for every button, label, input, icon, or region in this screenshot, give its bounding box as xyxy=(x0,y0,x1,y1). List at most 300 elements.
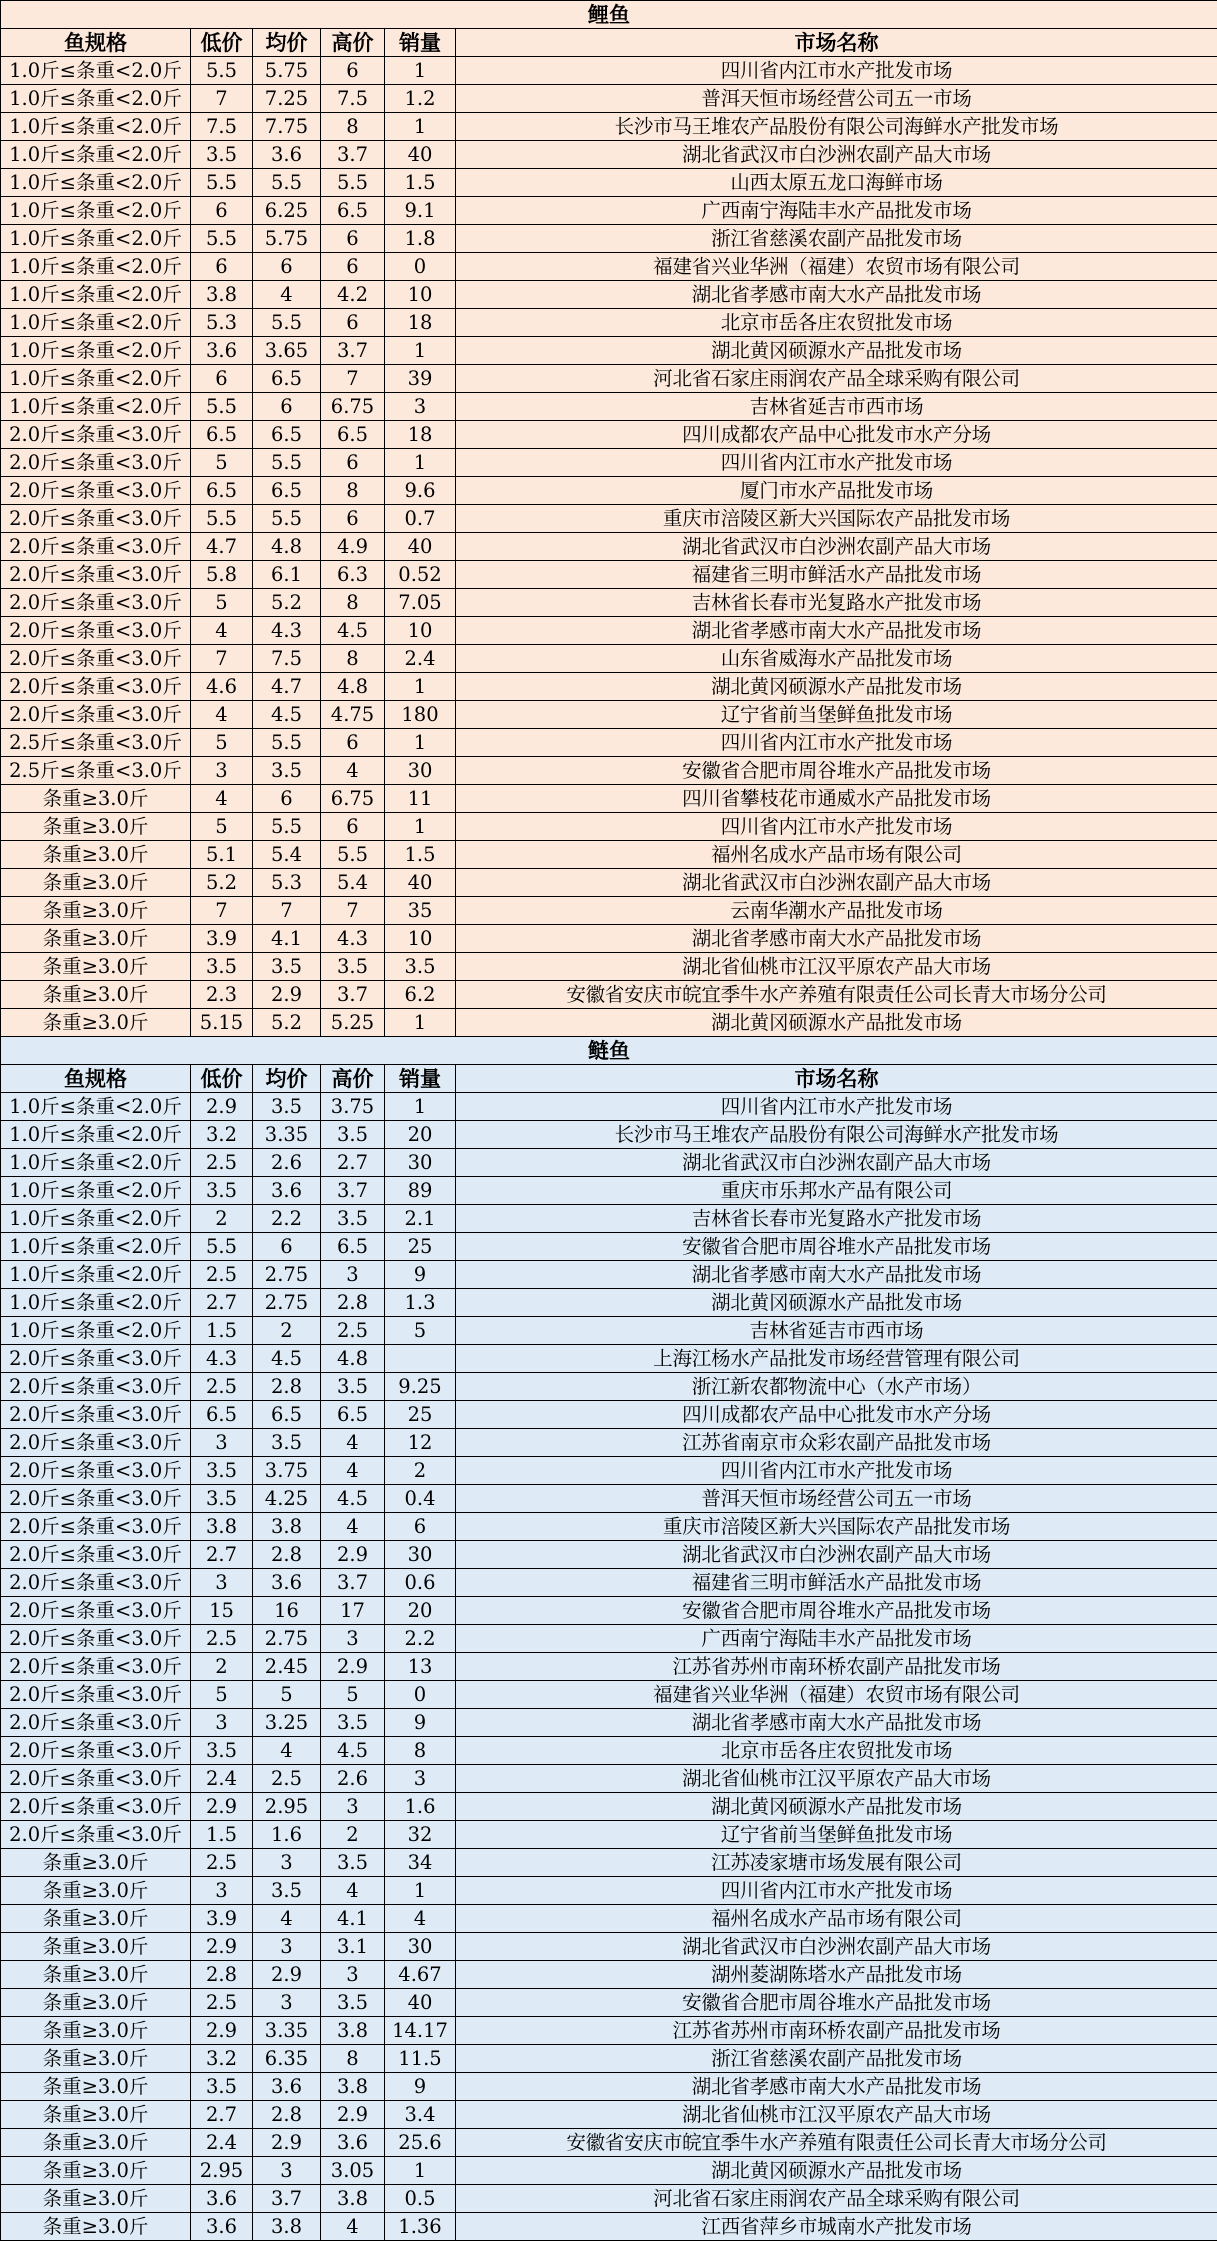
low-price-cell: 5 xyxy=(191,1681,253,1709)
table-row xyxy=(1,1989,1217,2017)
avg-price-cell: 4.1 xyxy=(253,925,321,953)
avg-price-cell: 4.5 xyxy=(253,701,321,729)
column-header: 鱼规格 xyxy=(1,29,191,57)
spec-cell: 2.5斤≤条重<3.0斤 xyxy=(1,757,191,785)
volume-cell: 1 xyxy=(385,1009,456,1037)
table-row xyxy=(1,2017,1217,2045)
volume-cell: 1.5 xyxy=(385,169,456,197)
table-row xyxy=(1,701,1217,729)
high-price-cell: 2 xyxy=(321,1821,385,1849)
market-cell: 湖北省仙桃市江汉平原农产品大市场 xyxy=(456,1765,1217,1793)
low-price-cell: 5.2 xyxy=(191,869,253,897)
low-price-cell: 5 xyxy=(191,449,253,477)
volume-cell: 2.2 xyxy=(385,1625,456,1653)
high-price-cell: 2.9 xyxy=(321,2101,385,2129)
high-price-cell: 3.5 xyxy=(321,1849,385,1877)
volume-cell: 40 xyxy=(385,869,456,897)
table-row xyxy=(1,673,1217,701)
avg-price-cell: 4.7 xyxy=(253,673,321,701)
low-price-cell: 6.5 xyxy=(191,477,253,505)
avg-price-cell: 3.6 xyxy=(253,2073,321,2101)
spec-cell: 2.0斤≤条重<3.0斤 xyxy=(1,1821,191,1849)
avg-price-cell: 6.25 xyxy=(253,197,321,225)
market-cell: 江西省萍乡市城南水产批发市场 xyxy=(456,2213,1217,2241)
volume-cell: 20 xyxy=(385,1597,456,1625)
table-row xyxy=(1,1681,1217,1709)
spec-cell: 2.0斤≤条重<3.0斤 xyxy=(1,1653,191,1681)
volume-cell: 0 xyxy=(385,1681,456,1709)
avg-price-cell: 3.5 xyxy=(253,1429,321,1457)
table-row xyxy=(1,2185,1217,2213)
low-price-cell: 2.4 xyxy=(191,1765,253,1793)
table-row xyxy=(1,1317,1217,1345)
low-price-cell: 2.5 xyxy=(191,1261,253,1289)
avg-price-cell: 7.75 xyxy=(253,113,321,141)
market-cell: 重庆市涪陵区新大兴国际农产品批发市场 xyxy=(456,505,1217,533)
avg-price-cell: 5.5 xyxy=(253,729,321,757)
high-price-cell: 4 xyxy=(321,757,385,785)
table-row xyxy=(1,757,1217,785)
high-price-cell: 3.6 xyxy=(321,2129,385,2157)
market-cell: 湖北省仙桃市江汉平原农产品大市场 xyxy=(456,2101,1217,2129)
avg-price-cell: 2.6 xyxy=(253,1149,321,1177)
low-price-cell: 2.9 xyxy=(191,1093,253,1121)
spec-cell: 条重≥3.0斤 xyxy=(1,1933,191,1961)
volume-cell xyxy=(385,1345,456,1373)
table-row xyxy=(1,57,1217,85)
high-price-cell: 6 xyxy=(321,729,385,757)
low-price-cell: 3 xyxy=(191,1569,253,1597)
table-row xyxy=(1,309,1217,337)
volume-cell: 0 xyxy=(385,253,456,281)
table-row xyxy=(1,1121,1217,1149)
section-title-row xyxy=(1,1037,1217,1065)
market-cell: 浙江省慈溪农副产品批发市场 xyxy=(456,2045,1217,2073)
spec-cell: 条重≥3.0斤 xyxy=(1,869,191,897)
volume-cell: 25.6 xyxy=(385,2129,456,2157)
table-row xyxy=(1,1597,1217,1625)
table-row xyxy=(1,1765,1217,1793)
high-price-cell: 4.2 xyxy=(321,281,385,309)
column-header: 销量 xyxy=(385,29,456,57)
low-price-cell: 3.9 xyxy=(191,1905,253,1933)
market-cell: 江苏凌家塘市场发展有限公司 xyxy=(456,1849,1217,1877)
column-header: 市场名称 xyxy=(456,1065,1217,1093)
column-header: 市场名称 xyxy=(456,29,1217,57)
high-price-cell: 5 xyxy=(321,1681,385,1709)
volume-cell: 3.4 xyxy=(385,2101,456,2129)
volume-cell: 40 xyxy=(385,141,456,169)
spec-cell: 2.0斤≤条重<3.0斤 xyxy=(1,1737,191,1765)
avg-price-cell: 6.1 xyxy=(253,561,321,589)
market-cell: 安徽省安庆市皖宜季牛水产养殖有限责任公司长青大市场分公司 xyxy=(456,2129,1217,2157)
spec-cell: 条重≥3.0斤 xyxy=(1,1877,191,1905)
volume-cell: 2.1 xyxy=(385,1205,456,1233)
market-cell: 福建省兴业华洲（福建）农贸市场有限公司 xyxy=(456,1681,1217,1709)
volume-cell: 1 xyxy=(385,1877,456,1905)
high-price-cell: 3.7 xyxy=(321,981,385,1009)
volume-cell: 30 xyxy=(385,757,456,785)
spec-cell: 1.0斤≤条重<2.0斤 xyxy=(1,1093,191,1121)
table-row xyxy=(1,1177,1217,1205)
market-cell: 四川省内江市水产批发市场 xyxy=(456,729,1217,757)
price-table-body xyxy=(1,1,1217,2241)
market-cell: 北京市岳各庄农贸批发市场 xyxy=(456,1737,1217,1765)
table-row xyxy=(1,2101,1217,2129)
high-price-cell: 3.1 xyxy=(321,1933,385,1961)
high-price-cell: 3.5 xyxy=(321,1205,385,1233)
column-header: 低价 xyxy=(191,1065,253,1093)
avg-price-cell: 5.5 xyxy=(253,449,321,477)
high-price-cell: 3.75 xyxy=(321,1093,385,1121)
spec-cell: 1.0斤≤条重<2.0斤 xyxy=(1,141,191,169)
low-price-cell: 1.5 xyxy=(191,1317,253,1345)
high-price-cell: 2.6 xyxy=(321,1765,385,1793)
avg-price-cell: 6 xyxy=(253,1233,321,1261)
avg-price-cell: 3.75 xyxy=(253,1457,321,1485)
low-price-cell: 2.5 xyxy=(191,1625,253,1653)
table-row xyxy=(1,841,1217,869)
high-price-cell: 6 xyxy=(321,309,385,337)
avg-price-cell: 5.2 xyxy=(253,589,321,617)
market-cell: 山东省威海水产品批发市场 xyxy=(456,645,1217,673)
volume-cell: 0.5 xyxy=(385,2185,456,2213)
spec-cell: 2.0斤≤条重<3.0斤 xyxy=(1,1485,191,1513)
table-row xyxy=(1,365,1217,393)
table-row xyxy=(1,1877,1217,1905)
high-price-cell: 4.75 xyxy=(321,701,385,729)
spec-cell: 条重≥3.0斤 xyxy=(1,1905,191,1933)
market-cell: 浙江省慈溪农副产品批发市场 xyxy=(456,225,1217,253)
volume-cell: 1.8 xyxy=(385,225,456,253)
high-price-cell: 3.8 xyxy=(321,2073,385,2101)
low-price-cell: 2.5 xyxy=(191,1849,253,1877)
spec-cell: 1.0斤≤条重<2.0斤 xyxy=(1,57,191,85)
avg-price-cell: 2.45 xyxy=(253,1653,321,1681)
high-price-cell: 3.5 xyxy=(321,1709,385,1737)
table-row xyxy=(1,981,1217,1009)
low-price-cell: 2.4 xyxy=(191,2129,253,2157)
volume-cell: 6.2 xyxy=(385,981,456,1009)
table-row xyxy=(1,253,1217,281)
market-cell: 吉林省延吉市西市场 xyxy=(456,393,1217,421)
table-row xyxy=(1,1009,1217,1037)
table-row xyxy=(1,1737,1217,1765)
avg-price-cell: 2.75 xyxy=(253,1289,321,1317)
table-row xyxy=(1,1849,1217,1877)
low-price-cell: 2.9 xyxy=(191,2017,253,2045)
low-price-cell: 3 xyxy=(191,757,253,785)
avg-price-cell: 5.75 xyxy=(253,225,321,253)
high-price-cell: 4.5 xyxy=(321,1737,385,1765)
volume-cell: 9.1 xyxy=(385,197,456,225)
spec-cell: 条重≥3.0斤 xyxy=(1,2213,191,2241)
high-price-cell: 3 xyxy=(321,1961,385,1989)
high-price-cell: 6 xyxy=(321,449,385,477)
avg-price-cell: 5 xyxy=(253,1681,321,1709)
avg-price-cell: 5.3 xyxy=(253,869,321,897)
volume-cell: 1 xyxy=(385,2157,456,2185)
table-row xyxy=(1,1653,1217,1681)
volume-cell: 18 xyxy=(385,421,456,449)
market-cell: 湖北省仙桃市江汉平原农产品大市场 xyxy=(456,953,1217,981)
volume-cell: 1.3 xyxy=(385,1289,456,1317)
market-cell: 湖北省武汉市白沙洲农副产品大市场 xyxy=(456,1933,1217,1961)
high-price-cell: 7.5 xyxy=(321,85,385,113)
market-cell: 广西南宁海陆丰水产品批发市场 xyxy=(456,1625,1217,1653)
volume-cell: 7.05 xyxy=(385,589,456,617)
low-price-cell: 3 xyxy=(191,1877,253,1905)
avg-price-cell: 2.9 xyxy=(253,2129,321,2157)
column-header: 高价 xyxy=(321,1065,385,1093)
market-cell: 福州名成水产品市场有限公司 xyxy=(456,1905,1217,1933)
volume-cell: 1.2 xyxy=(385,85,456,113)
volume-cell: 30 xyxy=(385,1933,456,1961)
high-price-cell: 3.7 xyxy=(321,1569,385,1597)
section-title: 鲢鱼 xyxy=(1,1037,1217,1065)
market-cell: 河北省石家庄雨润农产品全球采购有限公司 xyxy=(456,365,1217,393)
high-price-cell: 6 xyxy=(321,225,385,253)
avg-price-cell: 4.8 xyxy=(253,533,321,561)
high-price-cell: 6.75 xyxy=(321,785,385,813)
avg-price-cell: 7.5 xyxy=(253,645,321,673)
avg-price-cell: 3 xyxy=(253,1849,321,1877)
column-header: 销量 xyxy=(385,1065,456,1093)
market-cell: 江苏省苏州市南环桥农副产品批发市场 xyxy=(456,2017,1217,2045)
low-price-cell: 5 xyxy=(191,729,253,757)
spec-cell: 条重≥3.0斤 xyxy=(1,2101,191,2129)
spec-cell: 2.0斤≤条重<3.0斤 xyxy=(1,1513,191,1541)
table-row xyxy=(1,2045,1217,2073)
table-row xyxy=(1,1961,1217,1989)
spec-cell: 2.0斤≤条重<3.0斤 xyxy=(1,1457,191,1485)
volume-cell: 30 xyxy=(385,1149,456,1177)
low-price-cell: 3.2 xyxy=(191,2045,253,2073)
market-cell: 湖北省孝感市南大水产品批发市场 xyxy=(456,1261,1217,1289)
high-price-cell: 6.5 xyxy=(321,421,385,449)
table-row xyxy=(1,1821,1217,1849)
spec-cell: 1.0斤≤条重<2.0斤 xyxy=(1,1261,191,1289)
volume-cell: 1 xyxy=(385,1093,456,1121)
market-cell: 福州名成水产品市场有限公司 xyxy=(456,841,1217,869)
market-cell: 厦门市水产品批发市场 xyxy=(456,477,1217,505)
spec-cell: 2.0斤≤条重<3.0斤 xyxy=(1,701,191,729)
high-price-cell: 6 xyxy=(321,813,385,841)
table-row xyxy=(1,953,1217,981)
market-cell: 湖北黄冈硕源水产品批发市场 xyxy=(456,1289,1217,1317)
high-price-cell: 2.7 xyxy=(321,1149,385,1177)
spec-cell: 1.0斤≤条重<2.0斤 xyxy=(1,253,191,281)
avg-price-cell: 3.5 xyxy=(253,1093,321,1121)
market-cell: 湖北省孝感市南大水产品批发市场 xyxy=(456,281,1217,309)
volume-cell: 40 xyxy=(385,1989,456,2017)
spec-cell: 2.5斤≤条重<3.0斤 xyxy=(1,729,191,757)
market-cell: 四川省攀枝花市通威水产品批发市场 xyxy=(456,785,1217,813)
table-row xyxy=(1,1401,1217,1429)
high-price-cell: 4 xyxy=(321,1457,385,1485)
volume-cell: 10 xyxy=(385,925,456,953)
avg-price-cell: 2 xyxy=(253,1317,321,1345)
table-row xyxy=(1,1569,1217,1597)
spec-cell: 2.0斤≤条重<3.0斤 xyxy=(1,589,191,617)
avg-price-cell: 6 xyxy=(253,785,321,813)
low-price-cell: 6 xyxy=(191,197,253,225)
table-row xyxy=(1,1093,1217,1121)
spec-cell: 1.0斤≤条重<2.0斤 xyxy=(1,113,191,141)
low-price-cell: 1.5 xyxy=(191,1821,253,1849)
spec-cell: 2.0斤≤条重<3.0斤 xyxy=(1,1681,191,1709)
avg-price-cell: 2.75 xyxy=(253,1261,321,1289)
high-price-cell: 5.5 xyxy=(321,841,385,869)
table-row xyxy=(1,1149,1217,1177)
high-price-cell: 6.5 xyxy=(321,197,385,225)
low-price-cell: 2.5 xyxy=(191,1373,253,1401)
table-row xyxy=(1,281,1217,309)
volume-cell: 1 xyxy=(385,673,456,701)
low-price-cell: 3.5 xyxy=(191,1737,253,1765)
low-price-cell: 5.5 xyxy=(191,169,253,197)
spec-cell: 1.0斤≤条重<2.0斤 xyxy=(1,169,191,197)
avg-price-cell: 6.5 xyxy=(253,1401,321,1429)
spec-cell: 1.0斤≤条重<2.0斤 xyxy=(1,225,191,253)
table-row xyxy=(1,1429,1217,1457)
market-cell: 辽宁省前当堡鲜鱼批发市场 xyxy=(456,1821,1217,1849)
spec-cell: 条重≥3.0斤 xyxy=(1,2017,191,2045)
volume-cell: 9 xyxy=(385,1709,456,1737)
table-row xyxy=(1,225,1217,253)
table-row xyxy=(1,1933,1217,1961)
volume-cell: 14.17 xyxy=(385,2017,456,2045)
volume-cell: 32 xyxy=(385,1821,456,1849)
volume-cell: 180 xyxy=(385,701,456,729)
spec-cell: 2.0斤≤条重<3.0斤 xyxy=(1,1429,191,1457)
high-price-cell: 8 xyxy=(321,645,385,673)
market-cell: 四川成都农产品中心批发市水产分场 xyxy=(456,421,1217,449)
low-price-cell: 2.5 xyxy=(191,1989,253,2017)
high-price-cell: 4 xyxy=(321,1513,385,1541)
market-cell: 福建省三明市鲜活水产品批发市场 xyxy=(456,1569,1217,1597)
table-row xyxy=(1,1233,1217,1261)
volume-cell: 3 xyxy=(385,1765,456,1793)
spec-cell: 条重≥3.0斤 xyxy=(1,785,191,813)
low-price-cell: 5.5 xyxy=(191,57,253,85)
market-cell: 吉林省延吉市西市场 xyxy=(456,1317,1217,1345)
low-price-cell: 3.8 xyxy=(191,1513,253,1541)
spec-cell: 条重≥3.0斤 xyxy=(1,953,191,981)
spec-cell: 2.0斤≤条重<3.0斤 xyxy=(1,1373,191,1401)
spec-cell: 1.0斤≤条重<2.0斤 xyxy=(1,337,191,365)
avg-price-cell: 5.4 xyxy=(253,841,321,869)
market-cell: 安徽省合肥市周谷堆水产品批发市场 xyxy=(456,1597,1217,1625)
column-header-row xyxy=(1,29,1217,57)
low-price-cell: 5.3 xyxy=(191,309,253,337)
avg-price-cell: 3.5 xyxy=(253,757,321,785)
low-price-cell: 7 xyxy=(191,645,253,673)
market-cell: 四川省内江市水产批发市场 xyxy=(456,1457,1217,1485)
avg-price-cell: 4 xyxy=(253,1905,321,1933)
table-row xyxy=(1,449,1217,477)
low-price-cell: 2 xyxy=(191,1205,253,1233)
low-price-cell: 3.5 xyxy=(191,2073,253,2101)
high-price-cell: 6.3 xyxy=(321,561,385,589)
market-cell: 安徽省合肥市周谷堆水产品批发市场 xyxy=(456,1233,1217,1261)
spec-cell: 2.0斤≤条重<3.0斤 xyxy=(1,477,191,505)
high-price-cell: 3.7 xyxy=(321,141,385,169)
low-price-cell: 7 xyxy=(191,85,253,113)
low-price-cell: 7.5 xyxy=(191,113,253,141)
market-cell: 湖北黄冈硕源水产品批发市场 xyxy=(456,1793,1217,1821)
table-row xyxy=(1,925,1217,953)
spec-cell: 条重≥3.0斤 xyxy=(1,813,191,841)
avg-price-cell: 6 xyxy=(253,393,321,421)
avg-price-cell: 3.25 xyxy=(253,1709,321,1737)
volume-cell: 12 xyxy=(385,1429,456,1457)
avg-price-cell: 3.6 xyxy=(253,1177,321,1205)
low-price-cell: 3.5 xyxy=(191,141,253,169)
column-header: 高价 xyxy=(321,29,385,57)
high-price-cell: 4 xyxy=(321,1429,385,1457)
table-row xyxy=(1,393,1217,421)
high-price-cell: 3.5 xyxy=(321,953,385,981)
spec-cell: 2.0斤≤条重<3.0斤 xyxy=(1,449,191,477)
market-cell: 福建省三明市鲜活水产品批发市场 xyxy=(456,561,1217,589)
avg-price-cell: 3.6 xyxy=(253,1569,321,1597)
spec-cell: 1.0斤≤条重<2.0斤 xyxy=(1,1121,191,1149)
volume-cell: 4 xyxy=(385,1905,456,1933)
low-price-cell: 4 xyxy=(191,701,253,729)
market-cell: 江苏省南京市众彩农副产品批发市场 xyxy=(456,1429,1217,1457)
market-cell: 湖北省武汉市白沙洲农副产品大市场 xyxy=(456,1149,1217,1177)
high-price-cell: 4 xyxy=(321,2213,385,2241)
avg-price-cell: 4 xyxy=(253,281,321,309)
spec-cell: 2.0斤≤条重<3.0斤 xyxy=(1,673,191,701)
high-price-cell: 4.5 xyxy=(321,1485,385,1513)
high-price-cell: 6.5 xyxy=(321,1233,385,1261)
high-price-cell: 5.4 xyxy=(321,869,385,897)
market-cell: 安徽省合肥市周谷堆水产品批发市场 xyxy=(456,757,1217,785)
avg-price-cell: 2.9 xyxy=(253,981,321,1009)
high-price-cell: 2.9 xyxy=(321,1541,385,1569)
volume-cell: 25 xyxy=(385,1401,456,1429)
column-header: 低价 xyxy=(191,29,253,57)
spec-cell: 条重≥3.0斤 xyxy=(1,841,191,869)
table-row xyxy=(1,1345,1217,1373)
low-price-cell: 6 xyxy=(191,365,253,393)
table-row xyxy=(1,169,1217,197)
avg-price-cell: 6.5 xyxy=(253,421,321,449)
volume-cell: 9 xyxy=(385,1261,456,1289)
spec-cell: 2.0斤≤条重<3.0斤 xyxy=(1,1401,191,1429)
volume-cell: 3 xyxy=(385,393,456,421)
high-price-cell: 3 xyxy=(321,1261,385,1289)
avg-price-cell: 3.8 xyxy=(253,2213,321,2241)
table-row xyxy=(1,729,1217,757)
volume-cell: 39 xyxy=(385,365,456,393)
low-price-cell: 2.3 xyxy=(191,981,253,1009)
avg-price-cell: 2.5 xyxy=(253,1765,321,1793)
avg-price-cell: 5.5 xyxy=(253,505,321,533)
table-row xyxy=(1,2157,1217,2185)
market-cell: 湖北黄冈硕源水产品批发市场 xyxy=(456,673,1217,701)
spec-cell: 1.0斤≤条重<2.0斤 xyxy=(1,393,191,421)
low-price-cell: 4.7 xyxy=(191,533,253,561)
low-price-cell: 2.9 xyxy=(191,1793,253,1821)
high-price-cell: 4.3 xyxy=(321,925,385,953)
table-row xyxy=(1,897,1217,925)
table-row xyxy=(1,645,1217,673)
spec-cell: 条重≥3.0斤 xyxy=(1,2129,191,2157)
volume-cell: 35 xyxy=(385,897,456,925)
